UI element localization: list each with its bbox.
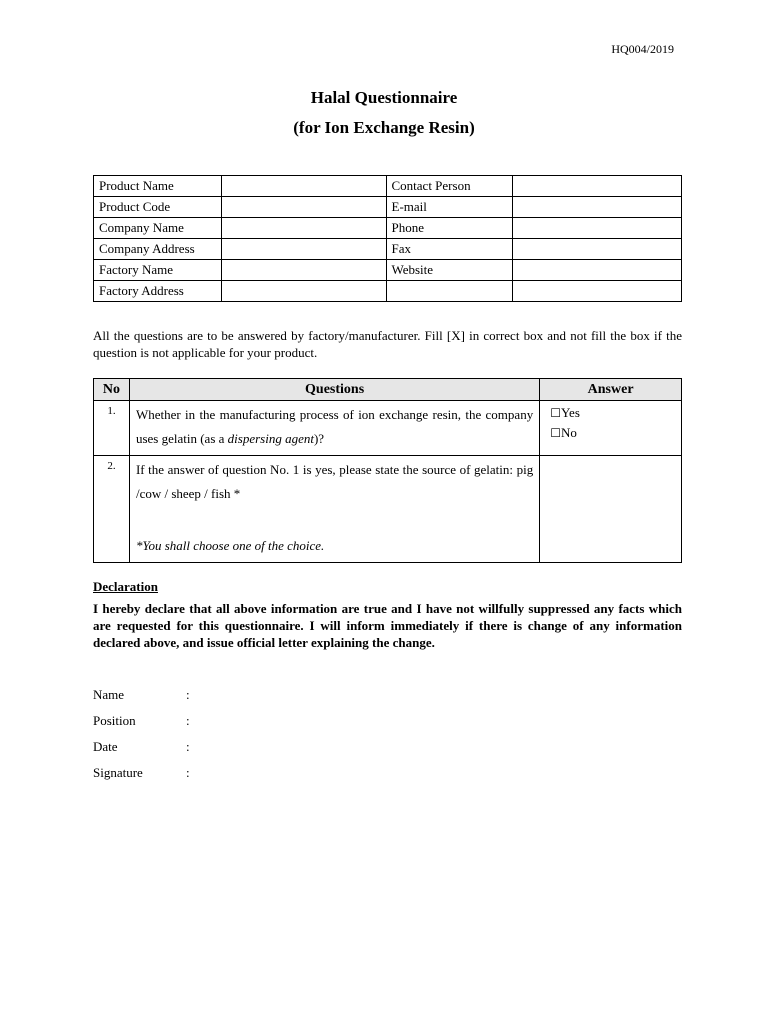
company-address-field[interactable] xyxy=(221,239,386,260)
field-separator: : xyxy=(186,713,190,728)
no-option[interactable] xyxy=(550,423,671,443)
field-label: Date xyxy=(93,739,118,754)
company-info-table xyxy=(93,175,682,302)
signature-field-name xyxy=(93,687,190,703)
questions-table xyxy=(93,378,682,563)
declaration-text: I hereby declare that all above information are true and I have not willfully suppressed any facts which are requested for this questionnaire. I will inform immediately if there is change of any information declared above, and issue official letter explaining the change. xyxy=(93,601,682,650)
field-label: Contact Person xyxy=(386,176,513,197)
field-separator: : xyxy=(186,765,190,780)
field-label: E-mail xyxy=(386,197,513,218)
question-text-part: )? xyxy=(313,431,325,446)
column-header-answer: Answer xyxy=(540,379,682,401)
company-name-field[interactable] xyxy=(221,218,386,239)
instructions-text: All the questions are to be answered by factory/manufacturer. Fill [X] in correct box and not fill the box if the question is not applicable for your product. xyxy=(93,328,682,360)
question-text-italic: dispersing agent xyxy=(227,431,314,446)
question-text xyxy=(129,401,539,456)
question-note: *You shall choose one of the choice. xyxy=(135,538,325,553)
field-label: Factory Name xyxy=(94,260,222,281)
field-label: Fax xyxy=(386,239,513,260)
declaration-heading: Declaration xyxy=(93,579,158,594)
phone-field[interactable] xyxy=(513,218,682,239)
question-row xyxy=(94,456,682,563)
email-field[interactable] xyxy=(513,197,682,218)
checkbox-icon[interactable]: ☐ xyxy=(550,426,561,440)
field-label: Website xyxy=(386,260,513,281)
field-label: Signature xyxy=(93,765,143,780)
field-label: Factory Address xyxy=(94,281,222,302)
page-title: Halal Questionnaire xyxy=(310,88,458,107)
factory-name-field[interactable] xyxy=(221,260,386,281)
field-label: Product Name xyxy=(94,176,222,197)
field-separator: : xyxy=(186,687,190,702)
empty-cell xyxy=(513,281,682,302)
question-row xyxy=(94,401,682,456)
question-number: 1. xyxy=(94,401,130,456)
field-label: Company Address xyxy=(94,239,222,260)
product-name-field[interactable] xyxy=(221,176,386,197)
signature-field-date xyxy=(93,739,190,755)
contact-person-field[interactable] xyxy=(513,176,682,197)
yes-option[interactable] xyxy=(550,403,671,423)
table-header-row xyxy=(94,379,682,401)
table-row xyxy=(94,260,682,281)
website-field[interactable] xyxy=(513,260,682,281)
table-row xyxy=(94,281,682,302)
table-row xyxy=(94,218,682,239)
answer-cell xyxy=(540,401,682,456)
no-label: No xyxy=(560,425,577,440)
signature-field-signature xyxy=(93,765,190,781)
field-label: Name xyxy=(93,687,125,702)
column-header-no: No xyxy=(94,379,130,401)
answer-cell-gelatin-source[interactable] xyxy=(540,456,682,563)
table-row xyxy=(94,176,682,197)
field-label: Company Name xyxy=(94,218,222,239)
field-label: Product Code xyxy=(94,197,222,218)
signature-field-position xyxy=(93,713,190,729)
question-text-part: Whether in the manufacturing process of ion exchange resin, the company uses gelatin (as a xyxy=(135,407,534,446)
field-label: Phone xyxy=(386,218,513,239)
field-separator: : xyxy=(186,739,190,754)
fax-field[interactable] xyxy=(513,239,682,260)
checkbox-icon[interactable]: ☐ xyxy=(550,406,561,420)
question-text-body: If the answer of question No. 1 is yes, please state the source of gelatin: pig /cow / sheep / fish * xyxy=(135,462,534,501)
column-header-questions: Questions xyxy=(129,379,539,401)
page-subtitle: (for Ion Exchange Resin) xyxy=(293,118,475,137)
document-code: HQ004/2019 xyxy=(611,42,674,56)
yes-label: Yes xyxy=(560,405,580,420)
question-number: 2. xyxy=(94,456,130,563)
field-label: Position xyxy=(93,713,136,728)
table-row xyxy=(94,197,682,218)
factory-address-field[interactable] xyxy=(221,281,386,302)
product-code-field[interactable] xyxy=(221,197,386,218)
table-row xyxy=(94,239,682,260)
question-text xyxy=(129,456,539,563)
empty-cell xyxy=(386,281,513,302)
